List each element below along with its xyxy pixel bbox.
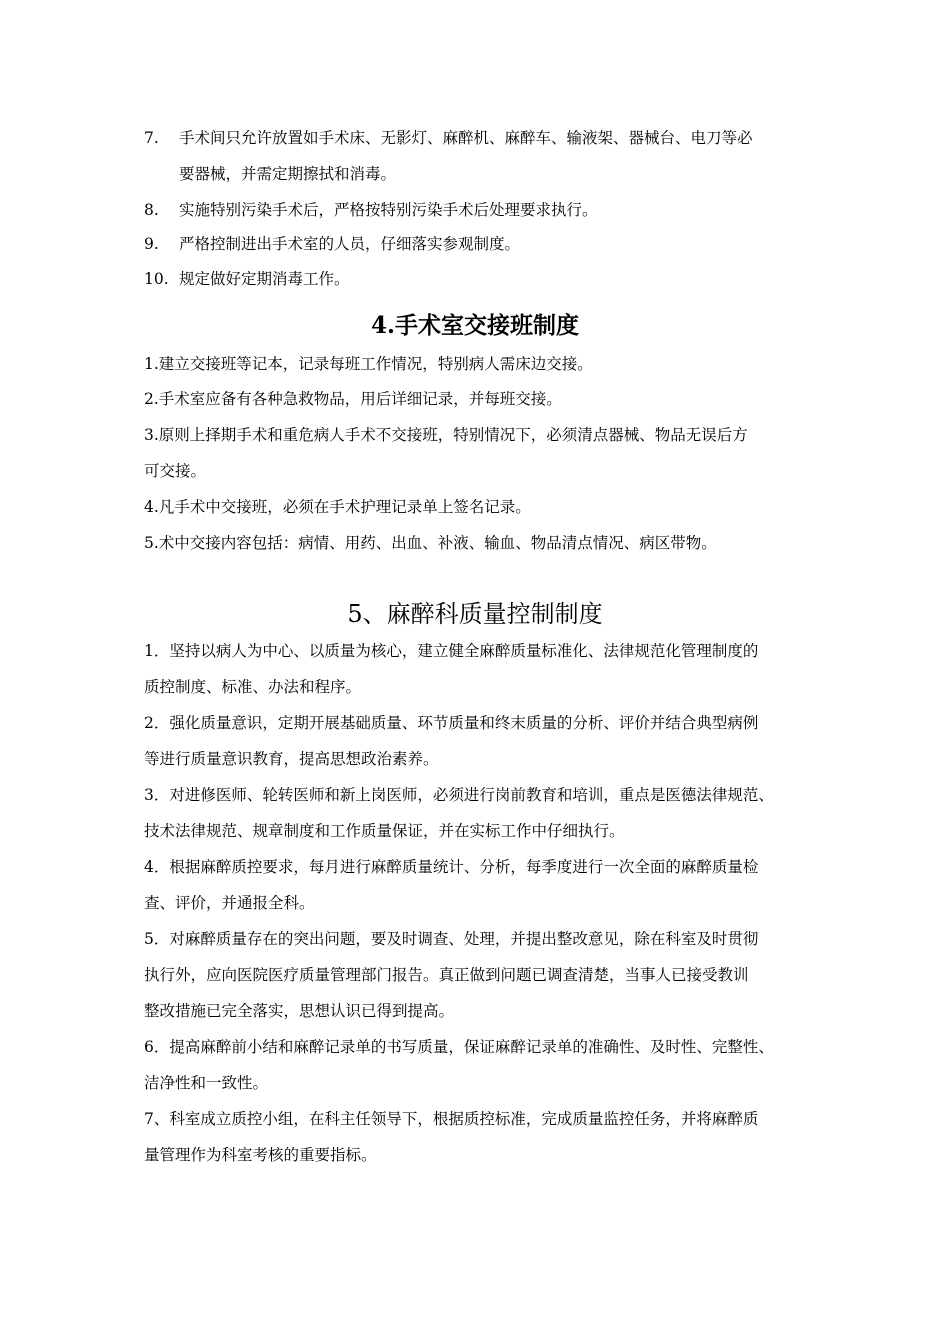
list-number: 9.: [144, 235, 159, 253]
list-text: 规定做好定期消毒工作。: [179, 270, 350, 288]
list-item: [144, 226, 814, 262]
list-text: 严格控制进出手术室的人员，仔细落实参观制度。: [179, 235, 521, 253]
section-5-paragraph: 执行外，应向医院医疗质量管理部门报告。真正做到问题已调查清楚，当事人已接受教训: [144, 966, 749, 984]
section-5-paragraph: 7、科室成立质控小组，在科主任领导下，根据质控标准，完成质量监控任务，并将麻醉质: [144, 1110, 759, 1128]
section-4-paragraph: 4.凡手术中交接班，必须在手术护理记录单上签名记录。: [144, 498, 531, 516]
section-5-paragraph: 等进行质量意识教育，提高思想政治素养。: [144, 750, 439, 768]
list-text: 实施特别污染手术后，严格按特别污染手术后处理要求执行。: [179, 201, 598, 219]
section-4-title: 4.手术室交接班制度: [370, 312, 579, 339]
list-item: [144, 261, 814, 297]
section-5-paragraph: 4．根据麻醉质控要求，每月进行麻醉质量统计、分析，每季度进行一次全面的麻醉质量检: [144, 858, 759, 876]
section-4-paragraph: 可交接。: [144, 462, 207, 480]
section-5-paragraph: 3．对进修医师、轮转医师和新上岗医师，必须进行岗前教育和培训，重点是医德法律规范、: [144, 786, 774, 804]
section-5-paragraph: 6．提高麻醉前小结和麻醉记录单的书写质量，保证麻醉记录单的准确性、及时性、完整性、: [144, 1038, 774, 1056]
list-number: 8.: [144, 201, 159, 219]
list-item: [144, 120, 814, 156]
section-5-paragraph: 5．对麻醉质量存在的突出问题，要及时调查、处理，并提出整改意见，除在科室及时贯彻: [144, 930, 759, 948]
section-4-paragraph: 3.原则上择期手术和重危病人手术不交接班，特别情况下，必须清点器械、物品无误后方: [144, 426, 748, 444]
section-5-paragraph: 技术法律规范、规章制度和工作质量保证，并在实标工作中仔细执行。: [144, 822, 625, 840]
list-number: 7.: [144, 129, 159, 147]
list-item-continuation: 要器械，并需定期擦拭和消毒。: [179, 165, 397, 183]
list-item: [144, 192, 814, 228]
list-text: 手术间只允许放置如手术床、无影灯、麻醉机、麻醉车、输液架、器械台、电刀等必: [179, 129, 753, 147]
section-5-title: 5、麻醉科质量控制制度: [347, 600, 603, 628]
section-5-paragraph: 查、评价，并通报全科。: [144, 894, 315, 912]
section-5-paragraph: 2．强化质量意识，定期开展基础质量、环节质量和终末质量的分析、评价并结合典型病例: [144, 714, 759, 732]
section-5-paragraph: 1．坚持以病人为中心、以质量为核心，建立健全麻醉质量标准化、法律规范化管理制度的: [144, 642, 759, 660]
section-4-paragraph: 1.建立交接班等记本，记录每班工作情况，特别病人需床边交接。: [144, 355, 593, 373]
section-4-paragraph: 5.术中交接内容包括：病情、用药、出血、补液、输血、物品清点情况、病区带物。: [144, 534, 717, 552]
section-5-paragraph: 质控制度、标准、办法和程序。: [144, 678, 362, 696]
section-5-paragraph: 量管理作为科室考核的重要指标。: [144, 1146, 377, 1164]
section-4-paragraph: 2.手术室应备有各种急救物品，用后详细记录，并每班交接。: [144, 390, 562, 408]
list-number: 10.: [144, 270, 169, 288]
section-5-paragraph: 洁净性和一致性。: [144, 1074, 269, 1092]
section-5-paragraph: 整改措施已完全落实，思想认识已得到提高。: [144, 1002, 455, 1020]
